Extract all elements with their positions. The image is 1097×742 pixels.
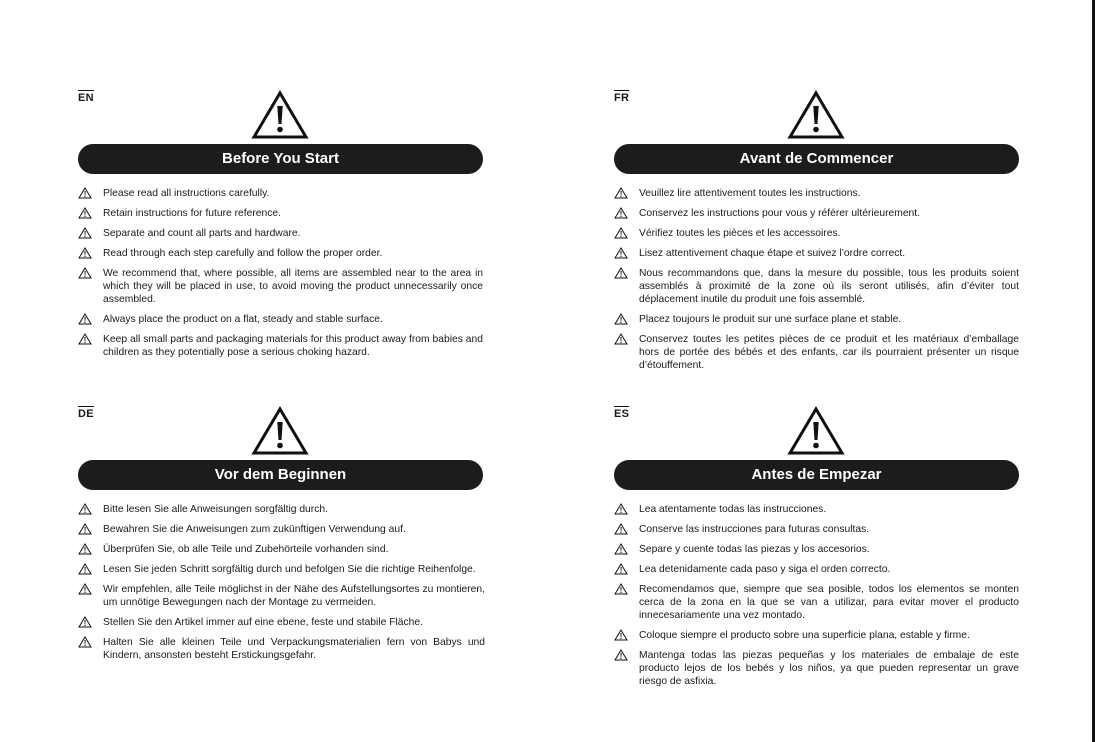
instruction-item [78,333,483,359]
warning-icon [614,543,628,555]
warning-icon [614,227,628,239]
instruction-item [614,563,1019,576]
language-tag: ES [614,408,630,420]
instruction-item [614,333,1019,372]
instruction-item [614,207,1019,220]
instruction-list [614,187,1019,372]
instruction-item [78,563,485,576]
instruction-item [614,543,1019,556]
warning-icon [614,187,628,199]
instruction-item [614,247,1019,260]
page-edge [1092,0,1095,742]
warning-icon [251,406,309,456]
instruction-text: Read through each step carefully and follow the proper order. [103,248,383,259]
warning-icon [614,207,628,219]
instruction-item [614,629,1019,642]
instruction-text: Wir empfehlen, alle Teile möglichst in der Nähe des Aufstellungsortes zu montieren, um unnötige Bewegungen nach der Montage zu vermeiden. [103,584,485,608]
section-title: Avant de Commencer [614,144,1019,174]
instruction-text: Retain instructions for future reference. [103,208,281,219]
warning-icon [78,583,92,595]
warning-icon [78,616,92,628]
instruction-text: Please read all instructions carefully. [103,188,270,199]
warning-icon [614,629,628,641]
warning-icon [78,503,92,515]
warning-icon [614,563,628,575]
instruction-text: Placez toujours le produit sur une surface plane et stable. [639,314,902,325]
instruction-list [78,187,483,359]
instruction-item [614,649,1019,688]
warning-icon [614,267,628,279]
warning-icon [78,227,92,239]
warning-icon [78,313,92,325]
instruction-item [78,523,485,536]
section-title: Before You Start [78,144,483,174]
language-tag: EN [78,92,94,104]
instruction-item [614,523,1019,536]
section-title: Antes de Empezar [614,460,1019,490]
instruction-item [78,583,485,609]
instruction-text: Überprüfen Sie, ob alle Teile und Zubehörteile vorhanden sind. [103,544,389,555]
warning-icon [78,523,92,535]
instruction-text: Separe y cuente todas las piezas y los accesorios. [639,544,870,555]
instruction-text: Lesen Sie jeden Schritt sorgfältig durch und befolgen Sie die richtige Reihenfolge. [103,564,476,575]
instruction-text: Bewahren Sie die Anweisungen zum zukünftigen Verwendung auf. [103,524,406,535]
warning-icon [614,503,628,515]
warning-icon [78,187,92,199]
instruction-item [614,187,1019,200]
instruction-item [78,503,485,516]
warning-icon [78,267,92,279]
section-title: Vor dem Beginnen [78,460,483,490]
warning-icon [78,636,92,648]
instruction-item [78,227,483,240]
language-tag: DE [78,408,94,420]
instruction-text: Lea detenidamente cada paso y siga el orden correcto. [639,564,891,575]
instruction-item [78,187,483,200]
instruction-text: Lea atentamente todas las instrucciones. [639,504,827,515]
instruction-list [78,503,485,662]
instruction-text: Vérifiez toutes les pièces et les accessoires. [639,228,841,239]
instruction-item [78,267,483,306]
instruction-item [78,543,485,556]
warning-icon [787,406,845,456]
instruction-text: We recommend that, where possible, all items are assembled near to the area in which they will be placed in use, to avoid moving the product unnecessarily once assembled. [103,268,483,305]
instruction-text: Halten Sie alle kleinen Teile und Verpackungsmaterialien fern von Babys und Kindern, ansonsten besteht Erstickungsgefahr. [103,637,485,661]
warning-icon [78,247,92,259]
instruction-text: Separate and count all parts and hardware. [103,228,301,239]
instruction-text: Conservez les instructions pour vous y référer ultérieurement. [639,208,920,219]
instruction-item [614,503,1019,516]
instruction-list [614,503,1019,688]
instruction-text: Stellen Sie den Artikel immer auf eine ebene, feste und stabile Fläche. [103,617,423,628]
instruction-item [78,247,483,260]
instruction-text: Veuillez lire attentivement toutes les instructions. [639,188,861,199]
warning-icon [614,649,628,661]
instruction-text: Bitte lesen Sie alle Anweisungen sorgfältig durch. [103,504,328,515]
warning-icon [614,247,628,259]
warning-icon [78,333,92,345]
warning-icon [78,207,92,219]
instruction-item [78,616,485,629]
instruction-text: Lisez attentivement chaque étape et suivez l’ordre correct. [639,248,906,259]
language-tag: FR [614,92,630,104]
warning-icon [251,90,309,140]
instruction-item [614,267,1019,306]
warning-icon [614,313,628,325]
warning-icon [787,90,845,140]
instruction-item [614,313,1019,326]
warning-icon [614,523,628,535]
instruction-text: Recomendamos que, siempre que sea posible, todos los elementos se monten cerca de la zona en la que se van a utilizar, para evitar mover el producto innecesariamente una vez montado. [639,584,1019,621]
instruction-item [614,227,1019,240]
instruction-item [78,313,483,326]
warning-icon [78,563,92,575]
instruction-item [614,583,1019,622]
instruction-item [78,636,485,662]
instruction-text: Keep all small parts and packaging materials for this product away from babies and children as they potentially pose a serious choking hazard. [103,334,483,358]
warning-icon [78,543,92,555]
instruction-text: Mantenga todas las piezas pequeñas y los materiales de embalaje de este producto lejos de los bebés y los niños, ya que pueden representar un grave riesgo de asfixia. [639,650,1019,687]
instruction-text: Nous recommandons que, dans la mesure du possible, tous les produits soient assemblés à proximité de la zone où ils seront utilisés, afin d’éviter tout déplacement inutile du produit une fois assemblé. [639,268,1019,305]
warning-icon [614,333,628,345]
warning-icon [614,583,628,595]
instruction-item [78,207,483,220]
instruction-text: Coloque siempre el producto sobre una superficie plana, estable y firme. [639,630,970,641]
instruction-text: Conservez toutes les petites pièces de ce produit et les matériaux d’emballage hors de portée des bébés et des enfants, car ils pourraient présenter un risque d’étouffement. [639,334,1019,371]
instruction-text: Always place the product on a flat, steady and stable surface. [103,314,383,325]
instruction-text: Conserve las instrucciones para futuras consultas. [639,524,870,535]
